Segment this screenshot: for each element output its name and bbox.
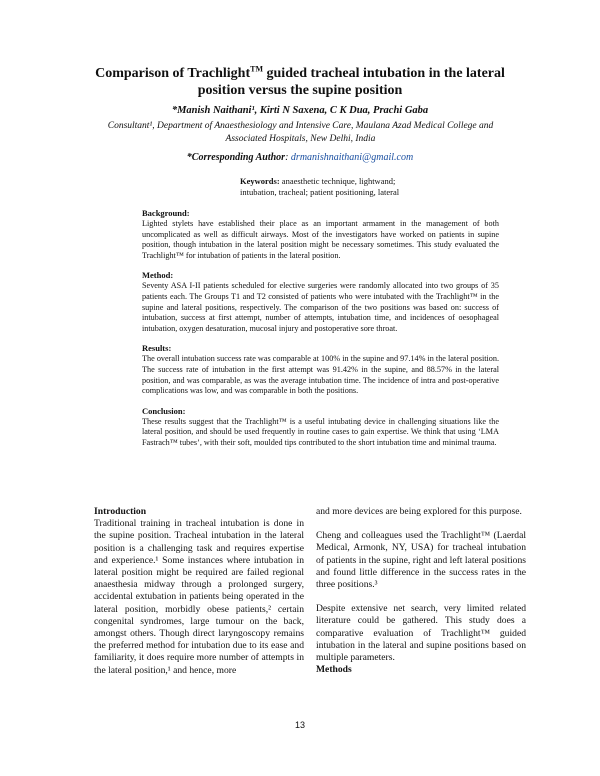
abstract-background [142,208,499,261]
title-line2: position versus the supine position [197,83,403,98]
right-paragraph-1: and more devices are being explored for this purpose. [316,506,522,517]
abstract-method [142,270,499,334]
corresponding-email-link[interactable]: drmanishnaithani@gmail.com [290,152,414,163]
abstract [142,208,499,458]
methods-heading: Methods [316,664,352,676]
paper-title [90,65,510,99]
method-heading: Method: [142,270,174,281]
right-paragraph-2: Cheng and colleagues used the Trachlight™ (Laerdal Medical, Armonk, NY, USA) for tracheal intubation of patients in the supine, right and left lateral positions and found little difference in the success rates in the three positions.³ [316,530,526,591]
abstract-conclusion [142,406,499,449]
authors: *Manish Naithani¹, Kirti N Saxena, C K Dua, Prachi Gaba [171,105,429,116]
introduction-text: Traditional training in tracheal intubation is done in the supine position. Tracheal intubation in the lateral position is a challenging task and requires expertise and experience.¹ Some instances where intubation in lateral position might be required are failed regional anaesthesia midway through a prolonged surgery, accidental extubation in patients being operated in the lateral position, morbidly obese patients,² certain congenital syndromes, large tumour on the back, amongst others. Though direct laryngoscopy remains the preferred method for intubation due to its ease and familiarity, it does require more number of attempts in the lateral position,¹ and hence, more [94,518,304,676]
keywords-text: anaesthetic technique, lightwand; intubation, tracheal; patient positioning, lateral [240,176,400,197]
title-line1-end: guided tracheal intubation in the lateral [263,66,505,81]
keywords-label: Keywords: [240,176,280,186]
results-text: The overall intubation success rate was comparable at 100% in the supine and 97.14% in the lateral position. The success rate of intubation in the first attempt was 91.42% in the supine, and 88.57% in the lateral position, and was comparable, as was the average intubation time. The incidence of intra and post-operative complications was low, and was comparable in both the positions. [142,354,499,396]
method-text: Seventy ASA I-II patients scheduled for elective surgeries were randomly allocated into two groups of 35 patients each. The Groups T1 and T2 consisted of patients who were intubated with the Trachlight™ in the supine and lateral positions, respectively. The comparison of the two positions was based on: success of intubation, success at first attempt, number of attempts, intubation time, and incidences of oesophageal intubation, oxygen desaturation, mucosal injury and postoperative sore throat. [142,281,499,333]
body-left-column [94,506,304,689]
corresponding-sep: : [285,152,291,163]
affiliation: Consultant¹, Department of Anaesthesiology and Intensive Care, Maulana Azad Medical College and Associated Hospitals, New Delhi, India [107,121,494,144]
abstract-results [142,343,499,396]
conclusion-text: These results suggest that the Trachlight™ is a useful intubating device in challenging situations like the lateral position, and should be used frequently in routine cases to gain expertise. We think that using ‘LMA Fastrach™ tubes’, with their soft, moulded tips contributed to the short intubation time and minimal trauma. [142,416,499,447]
keywords [240,176,420,198]
introduction-heading: Introduction [94,506,147,517]
results-heading: Results: [142,343,172,354]
body-right-column [316,506,526,676]
title-line1: Comparison of Trachlight [95,66,251,81]
right-paragraph-3: Despite extensive net search, very limited related literature could be gathered. This study does a comparative evaluation of Trachlight™ guided intubation in the lateral and supine positions based on multiple parameters. [316,603,526,664]
corresponding-label: *Corresponding Author [186,152,286,163]
corresponding-author [90,152,510,163]
background-text: Lighted stylets have established their place as an important armament in the management of both uncomplicated as well as difficult airways. Most of the investigators have worked on patients in supine position, though intubation in the lateral position might be necessary sometimes. This study evaluated the Trachlight™ for intubation of patients in the lateral position. [142,219,499,260]
title-trademark: TM [250,64,264,74]
conclusion-heading: Conclusion: [142,405,186,416]
background-heading: Background: [142,208,190,218]
page-number: 13 [294,720,305,730]
